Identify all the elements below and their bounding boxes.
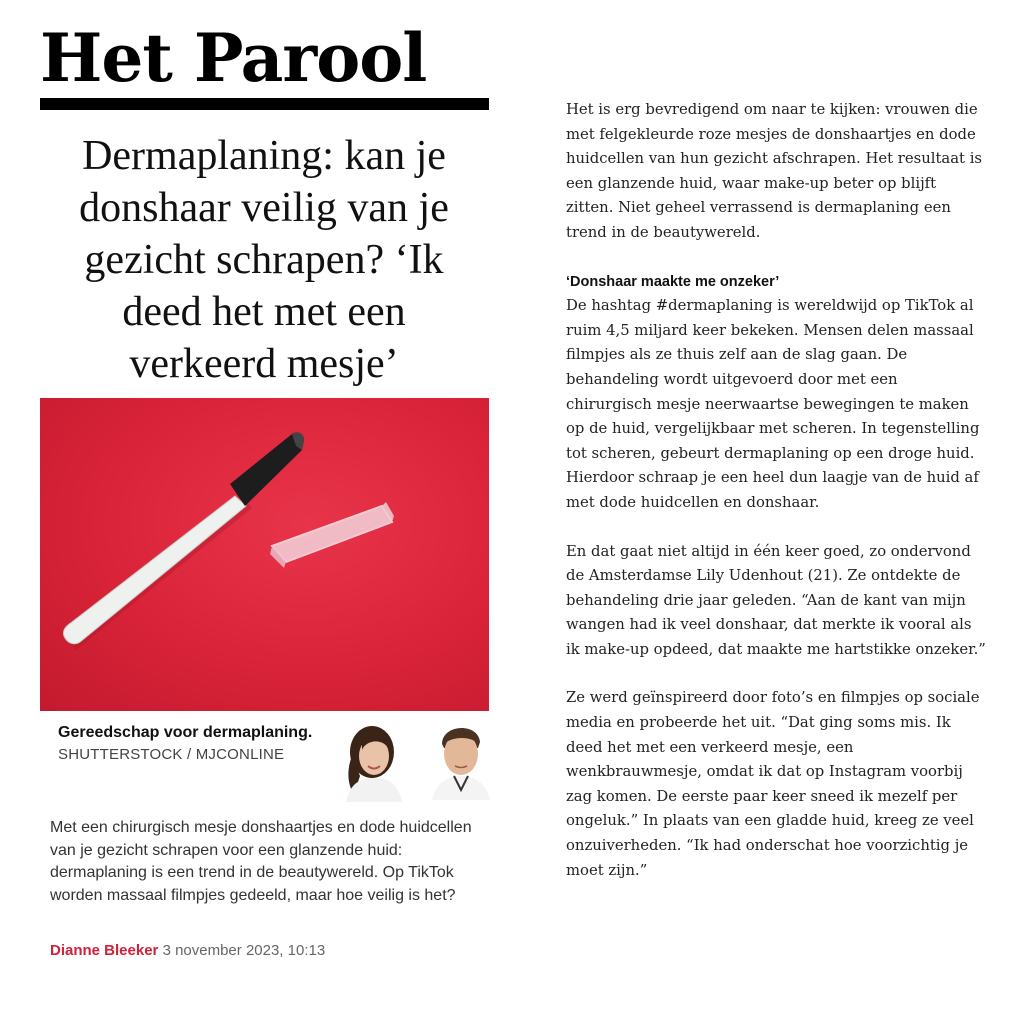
avatar — [340, 716, 404, 802]
article-headline: Dermaplaning: kan je donshaar veilig van je gezicht schrapen? ‘Ik deed het met een verkeerd mesje’ — [79, 133, 449, 387]
body-paragraph: De hashtag #dermaplaning is wereldwijd op TikTok al ruim 4,5 miljard keer bekeken. Mensen delen massaal filmpjes als ze thuis zelf aan de slag gaan. De behandeling wordt uitgevoerd door met een chirurgisch mesje neerwaartse bewegingen te maken op de huid, vergelijkbaar met scheren. In tegenstelling tot scheren, gebeurt dermaplaning op een droge huid. Hierdoor schraap je een heel dun laagje van de huid af met dode huidcellen en donshaar. — [566, 297, 980, 511]
avatar — [428, 714, 492, 800]
body-paragraph: En dat gaat niet altijd in één keer goed, zo ondervond de Amsterdamse Lily Udenhout (21). Ze ontdekte de behandeling drie jaar geleden. “Aan de kant van mijn wangen had ik veel donshaar, dat merkte ik vooral als ik make-up opdeed, dat maakte me hartstikke onzeker.” — [566, 542, 986, 658]
hero-photo — [40, 398, 489, 711]
body-paragraph: Het is erg bevredigend om naar te kijken: vrouwen die met felgekleurde roze mesjes de donshaartjes en dode huidcellen van hun gezicht afschrapen. Het resultaat is een glanzende huid, waar make-up beter op blijft zitten. Niet geheel verrassend is dermaplaning een trend in de beautywereld. — [566, 101, 983, 241]
masthead-rule — [40, 98, 489, 110]
author-name[interactable]: Dianne Bleeker — [50, 942, 159, 959]
article-lead: Met een chirurgisch mesje donshaartjes en dode huidcellen van je gezicht schrapen voor een glanzende huid: dermaplaning is een trend in de beautywereld. Op TikTok worden massaal filmpjes gedeeld, maar hoe veilig is het? — [50, 819, 472, 904]
section-subhead: ‘Donshaar maakte me onzeker’ — [566, 273, 780, 290]
byline — [50, 942, 490, 959]
dermaplaning-razor-illustration — [40, 398, 489, 711]
image-credit: SHUTTERSTOCK / MJCONLINE — [58, 746, 285, 763]
blade-cap-illustration — [270, 502, 394, 568]
article-body — [566, 98, 986, 907]
image-caption: Gereedschap voor dermaplaning. — [58, 724, 313, 741]
masthead-logo[interactable]: Het Parool — [40, 19, 427, 97]
body-paragraph: Ze werd geïnspireerd door foto’s en filmpjes op sociale media en probeerde het uit. “Dat ging soms mis. Ik deed het met een verkeerd mesje, een wenkbrauwmesje, omdat ik dat op Instagram voorbij zag komen. De eerste paar keer sneed ik mezelf per ongeluk.” In plaats van een gladde huid, kreeg ze veel onzuiverheden. “Ik had onderschat hoe voorzichtig je moet zijn.” — [566, 689, 980, 879]
publish-date: 3 november 2023, 10:13 — [162, 942, 326, 959]
